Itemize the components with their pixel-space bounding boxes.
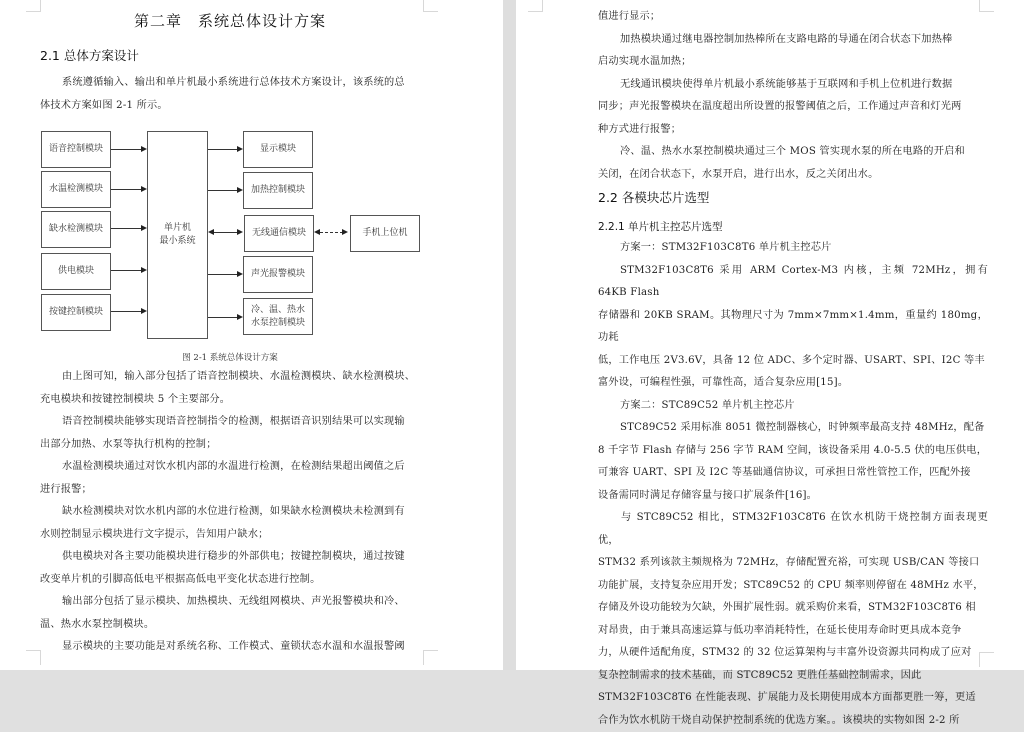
body-paragraphs <box>40 366 425 659</box>
text-line: 值进行显示； <box>598 11 661 22</box>
text-line: 语音控制模块能够实现语音控制指令的检测，根据语音识别结果可以实现输 <box>62 416 405 427</box>
text-line: 同步；声光报警模块在温度超出所设置的报警阈值之后，工作通过声音和灯光两 <box>598 101 962 112</box>
text-line: 供电模块对各主要功能模块进行稳步的外部供电；按键控制模块，通过按键 <box>62 551 405 562</box>
text-line: 对昂贵，由于兼具高速运算与低功率消耗特性，在延长使用寿命时更具成本竞争 <box>598 624 962 636</box>
margin-corner-mark <box>528 0 543 12</box>
diagram-box-input: 语音控制模块 <box>41 131 111 168</box>
output-label-line: 水泵控制模块 <box>250 317 305 328</box>
diagram-box-output: 声光报警模块 <box>243 256 313 293</box>
text-line: 启动实现水温加热； <box>598 56 692 67</box>
text-line: 方案一：STM32F103C8T6 单片机主控芯片 <box>620 242 832 253</box>
diagram-connector <box>208 190 238 191</box>
diagram-connector <box>111 228 141 229</box>
text-line: 功能扩展，支持复杂应用开发；STC89C52 的 CPU 频率则停留在 48MHz 水平， <box>598 579 984 591</box>
text-line: 种方式进行报警； <box>598 123 682 135</box>
chapter-title: 第二章 系统总体设计方案 <box>133 12 326 30</box>
diagram-dashed-connector <box>320 232 343 233</box>
text-line: 由上图可知，输入部分包括了语音控制模块、水温检测模块、缺水检测模块、 <box>62 371 416 382</box>
text-line: 水温检测模块通过对饮水机内部的水温进行检测，在检测结果超出阈值之后 <box>62 461 405 472</box>
diagram-box-output <box>243 298 313 335</box>
mcu-label-line: 单片机 <box>163 223 191 233</box>
continued-paragraphs <box>598 6 988 186</box>
text-line: 加热模块通过继电器控制加热棒所在支路电路的导通在闭合状态下加热棒 <box>620 33 953 45</box>
text-line: STM32F103C8T6 采用 ARM Cortex-M3 内核，主频 72MHz，拥有 64KB Flash <box>598 264 988 298</box>
diagram-connector <box>111 189 141 190</box>
text-line: 显示模块的主要功能是对系统名称、工作模式、童锁状态水温和水温报警阈 <box>62 641 405 652</box>
diagram-connector <box>208 149 238 150</box>
text-line: STM32F103C8T6 在性能表现、扩展能力及长期使用成本方面都更胜一筹，更适 <box>598 692 976 703</box>
output-label-line: 冷、温、热水 <box>250 304 305 315</box>
text-line: 输出部分包括了显示模块、加热模块、无线组网模块、声光报警模块和冷、 <box>62 596 405 607</box>
diagram-connector <box>111 149 141 150</box>
margin-corner-mark <box>423 650 438 665</box>
text-line: 体技术方案如图 2-1 所示。 <box>40 99 168 111</box>
diagram-box-output: 无线通信模块 <box>244 215 314 252</box>
document-page-left <box>0 0 503 670</box>
text-line: 复杂控制需求的技术基础，而 STC89C52 更胜任基础控制需求，因此 <box>598 669 922 681</box>
text-line: 合作为饮水机防干烧自动保护控制系统的优选方案。。该模块的实物如图 2-2 所 <box>598 714 960 726</box>
text-line: STC89C52 采用标准 8051 微控制器核心，时钟频率最高支持 48MHz，配备 <box>620 422 985 433</box>
diagram-connector <box>208 317 238 318</box>
document-page-right <box>516 0 1024 726</box>
text-line: 关闭，在闭合状态下，水泵开启，进行出水，反之关闭出水。 <box>598 168 879 180</box>
figure-caption: 图 2-1 系统总体设计方案 <box>182 353 278 363</box>
page-gutter <box>503 0 516 670</box>
text-line: 设备需同时满足存储容量与接口扩展条件[16]。 <box>598 489 818 501</box>
diagram-box-input: 供电模块 <box>41 253 111 290</box>
diagram-connector <box>214 232 238 233</box>
text-line: 方案二：STC89C52 单片机主控芯片 <box>620 399 795 411</box>
diagram-box-input: 水温检测模块 <box>41 171 111 208</box>
section-heading-2-1: 2.1 总体方案设计 <box>40 48 139 63</box>
diagram-box-mcu <box>147 131 208 339</box>
section-heading-2-2: 2.2 各模块芯片选型 <box>598 190 710 205</box>
text-line: 8 千字节 Flash 存储与 256 字节 RAM 空间，该设备采用 4.0-5.5 伏的电压供电， <box>598 444 988 456</box>
text-line: STM32 系列该款主频规格为 72MHz，存储配置充裕，可实现 USB/CAN 等接口 <box>598 557 980 568</box>
diagram-box-phone-host: 手机上位机 <box>350 215 420 252</box>
text-line: 存储及外设功能较为欠缺，外围扩展性弱。就采购价来看，STM32F103C8T6 相 <box>598 602 976 613</box>
diagram-box-input: 缺水检测模块 <box>41 211 111 248</box>
text-line: 温、热水水泵控制模块。 <box>40 618 155 630</box>
text-line: 系统遵循输入、输出和单片机最小系统进行总体技术方案设计，该系统的总 <box>62 77 405 88</box>
text-line: 出部分加热、水泵等执行机构的控制； <box>40 438 217 450</box>
diagram-connector <box>208 274 238 275</box>
text-line: 低，工作电压 2V3.6V，具备 12 位 ADC、多个定时器、USART、SPI、I2C 等丰 <box>598 354 985 366</box>
arrow-right-icon <box>237 229 243 235</box>
text-line: 富外设，可编程性强，可靠性高，适合复杂应用[15]。 <box>598 377 849 388</box>
diagram-box-input: 按键控制模块 <box>41 294 111 331</box>
chip-selection-paragraphs <box>598 237 988 732</box>
diagram-connector <box>111 270 141 271</box>
text-line: 冷、温、热水水泵控制模块通过三个 MOS 管实现水泵的所在电路的开启和 <box>620 146 965 157</box>
arrow-right-icon <box>342 229 348 235</box>
text-line: 力，从硬件适配角度，STM32 的 32 位运算架构与丰富外设资源共同构成了应对 <box>598 647 972 658</box>
text-line: 与 STC89C52 相比，STM32F103C8T6 在饮水机防干烧控制方面表现更优， <box>598 512 988 546</box>
text-line: 改变单片机的引脚高低电平根据高低电平变化状态进行控制。 <box>40 573 321 585</box>
text-line: 可兼容 UART、SPI 及 I2C 等基础通信协议，可承担日常性管控工作，匹配外接 <box>598 467 971 478</box>
text-line: 进行报警； <box>40 483 92 495</box>
text-line: 缺水检测模块对饮水机内部的水位进行检测，如果缺水检测模块未检测到有 <box>62 506 405 517</box>
diagram-connector <box>111 311 141 312</box>
margin-corner-mark <box>26 650 41 665</box>
text-line: 存储器和 20KB SRAM。其物理尺寸为 7mm×7mm×1.4mm，重量约 180mg，功耗 <box>598 309 988 343</box>
section-heading-2-2-1: 2.2.1 单片机主控芯片选型 <box>598 221 723 233</box>
text-line: 无线通讯模块使得单片机最小系统能够基于互联网和手机上位机进行数据 <box>620 78 953 90</box>
text-line: 充电模块和按键控制模块 5 个主要部分。 <box>40 393 231 405</box>
text-line: 水则控制显示模块进行文字提示，告知用户缺水； <box>40 528 269 540</box>
system-block-diagram <box>0 0 503 360</box>
diagram-box-output: 加热控制模块 <box>243 172 313 209</box>
mcu-label-line: 最小系统 <box>159 236 196 246</box>
diagram-box-output: 显示模块 <box>243 131 313 168</box>
